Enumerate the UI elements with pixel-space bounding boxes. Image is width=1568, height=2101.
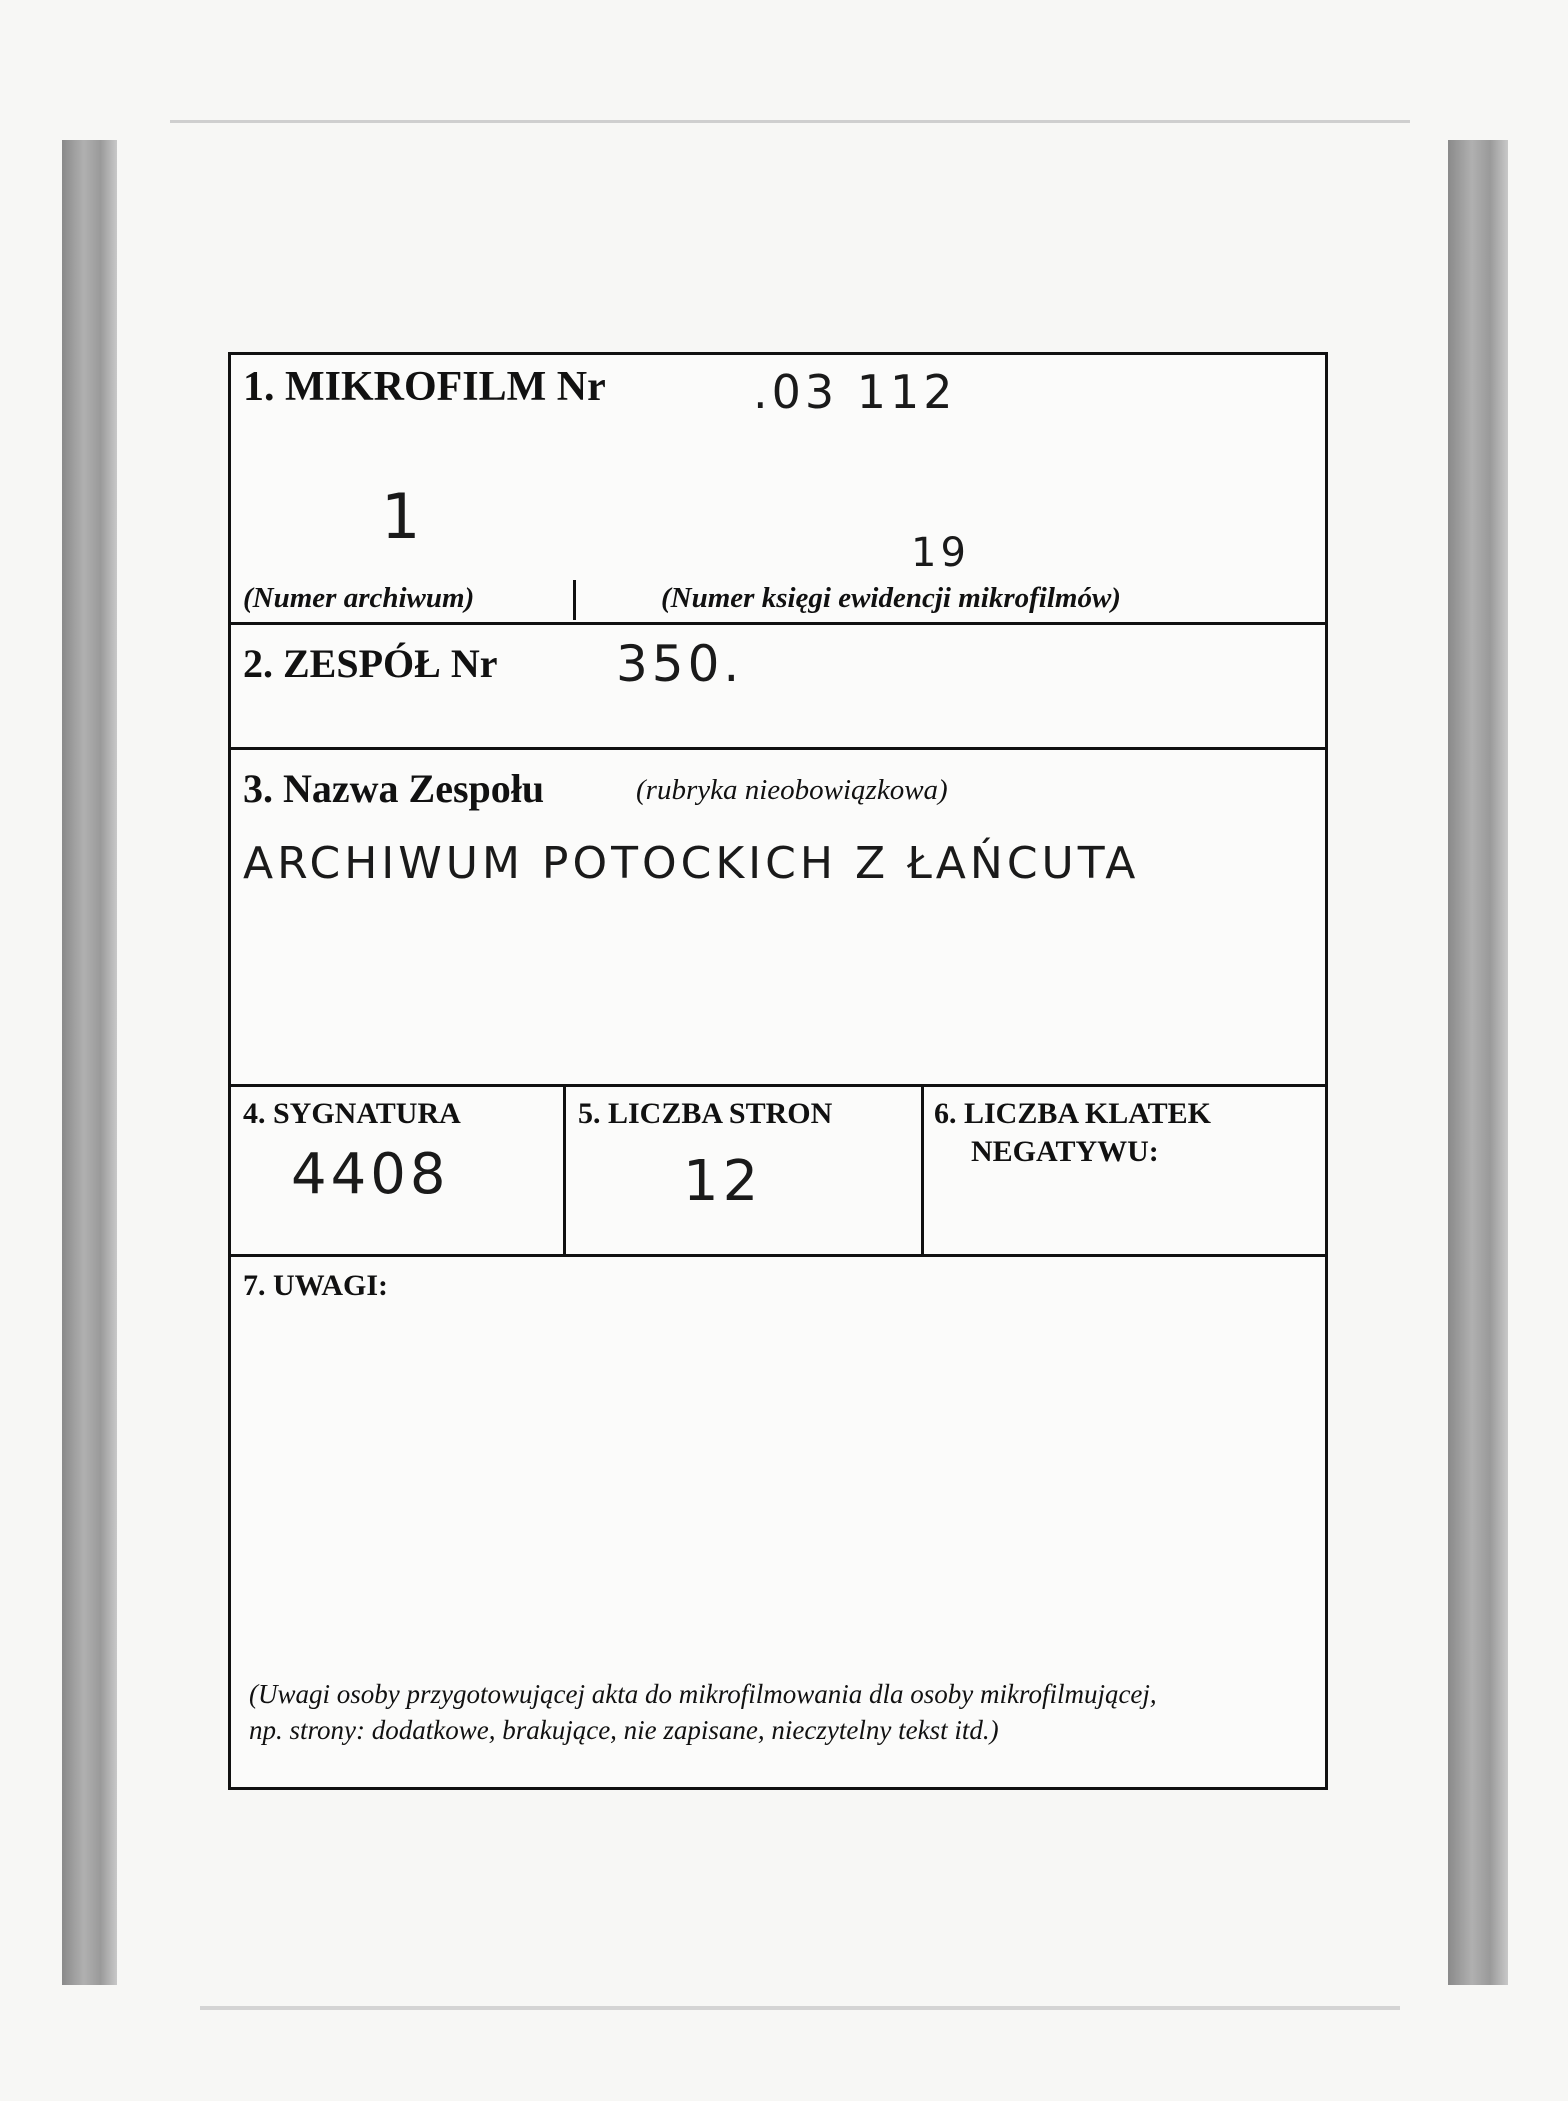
col-divider-1 — [563, 1087, 566, 1254]
liczba-stron-value: 12 — [683, 1149, 763, 1214]
field-row-4-6 — [231, 1087, 1325, 1257]
scan-top-edge — [170, 120, 1410, 123]
liczba-klatek-label: 6. LICZBA KLATEK — [934, 1097, 1212, 1130]
uwagi-note-line1: (Uwagi osoby przygotowującej akta do mikrofilmowania dla osoby mikrofilmującej, — [249, 1679, 1157, 1709]
archive-number-label: (Numer archiwum) — [243, 582, 475, 614]
zespol-label: 2. ZESPÓŁ Nr — [243, 641, 498, 686]
negatywu-label: NEGATYWU: — [971, 1135, 1159, 1168]
label-divider — [573, 580, 576, 620]
field-nazwa-zespolu — [231, 750, 1325, 1087]
scan-left-strip — [62, 140, 117, 1985]
archive-number: 1 — [381, 480, 425, 553]
scan-right-strip — [1448, 140, 1508, 1985]
scan-bottom-edge — [200, 2006, 1400, 2010]
sygnatura-label: 4. SYGNATURA — [243, 1097, 461, 1130]
uwagi-label: 7. UWAGI: — [243, 1269, 389, 1302]
uwagi-note-line2: np. strony: dodatkowe, brakujące, nie zapisane, nieczytelny tekst itd.) — [249, 1715, 999, 1745]
nazwa-zespolu-label: 3. Nazwa Zespołu — [243, 766, 545, 811]
microfilm-card — [228, 352, 1328, 1790]
register-number: 19 — [911, 530, 970, 576]
field-zespol — [231, 625, 1325, 750]
mikrofilm-number: .03 112 — [753, 365, 957, 419]
register-number-label: (Numer księgi ewidencji mikrofilmów) — [661, 582, 1121, 614]
mikrofilm-label: 1. MIKROFILM Nr — [243, 364, 606, 410]
col-divider-2 — [921, 1087, 924, 1254]
sygnatura-value: 4408 — [291, 1142, 450, 1207]
liczba-stron-label: 5. LICZBA STRON — [578, 1097, 833, 1130]
nazwa-zespolu-value: ARCHIWUM POTOCKICH Z ŁAŃCUTA — [243, 838, 1140, 889]
nazwa-zespolu-note: (rubryka nieobowiązkowa) — [636, 774, 948, 806]
zespol-number: 350. — [616, 635, 744, 693]
field-mikrofilm — [231, 355, 1325, 625]
field-uwagi — [231, 1257, 1325, 1787]
